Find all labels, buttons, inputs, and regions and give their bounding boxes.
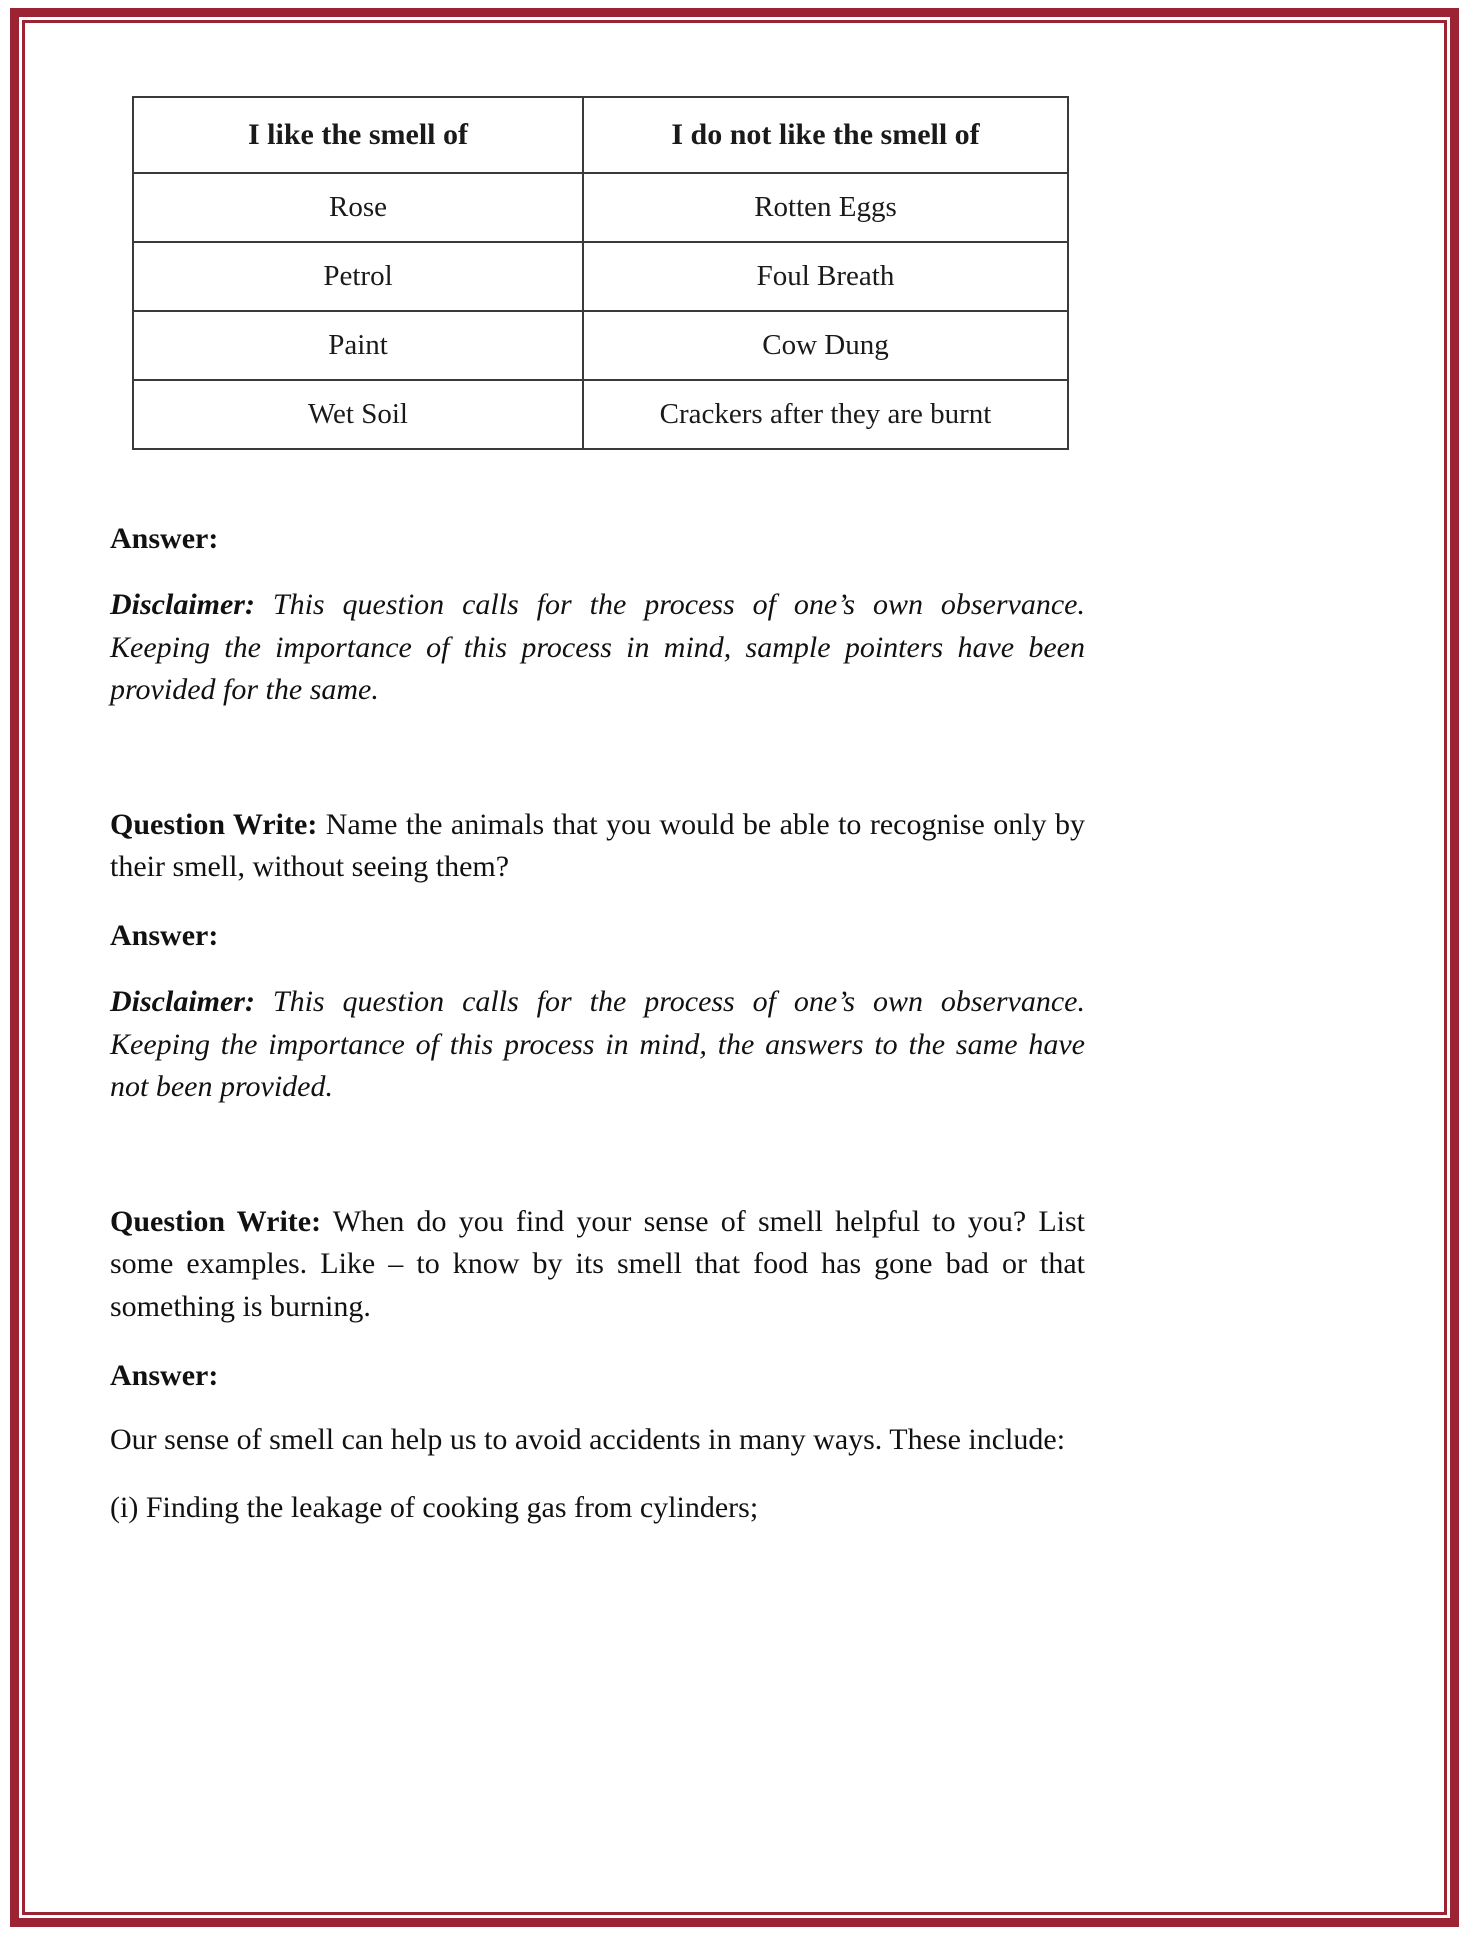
answer-heading-1: Answer: [110,522,219,555]
question-label-2: Question Write: [110,1204,322,1238]
disclaimer-text-2: This question calls for the process of one’s own observance. Keeping the importance of this process in mind, the answers to the same have not been provided. [110,984,1085,1104]
disclaimer-paragraph-1 [110,584,1085,712]
table-row [133,380,1068,449]
table-header [133,97,1068,173]
table-cell-dislike: Rotten Eggs [583,173,1068,242]
table-cell-dislike: Cow Dung [583,311,1068,380]
answer-list-item-1: (i) Finding the leakage of cooking gas from cylinders; [110,1491,759,1525]
question-text-2: When do you find your sense of smell helpful to you? List some examples. Like – to know by its smell that food has gone bad or that something is burning. [110,1204,1085,1323]
table-cell-like: Paint [133,311,583,380]
table-row [133,311,1068,380]
disclaimer-label-2: Disclaimer: [110,984,255,1018]
disclaimer-text-1: This question calls for the process of one’s own observance. Keeping the importance of this process in mind, sample pointers have been provided for the same. [110,588,1085,707]
table-cell-like: Petrol [133,242,583,311]
question-label-1: Question Write: [110,807,318,841]
column-header-like: I like the smell of [133,97,583,173]
table-body [133,173,1068,449]
smell-preferences-table [132,96,1069,450]
table-cell-like: Rose [133,173,583,242]
disclaimer-label-1: Disclaimer: [110,588,255,621]
answer-heading-3: Answer: [110,1358,219,1392]
answer-intro-paragraph: Our sense of smell can help us to avoid accidents in many ways. These include: [110,1422,1066,1456]
column-header-dislike: I do not like the smell of [583,97,1068,173]
question-paragraph-1 [110,804,1085,889]
answer-heading-2: Answer: [110,918,219,952]
disclaimer-paragraph-2 [110,981,1085,1109]
question-paragraph-2 [110,1201,1085,1329]
table-row [133,242,1068,311]
question-text-1: Name the animals that you would be able to recognise only by their smell, without seeing them? [110,807,1085,884]
table-cell-like: Wet Soil [133,380,583,449]
table-cell-dislike: Crackers after they are burnt [583,380,1068,449]
table-cell-dislike: Foul Breath [583,242,1068,311]
table-row [133,173,1068,242]
table-header-row [133,97,1068,173]
document-content [110,96,1120,1530]
